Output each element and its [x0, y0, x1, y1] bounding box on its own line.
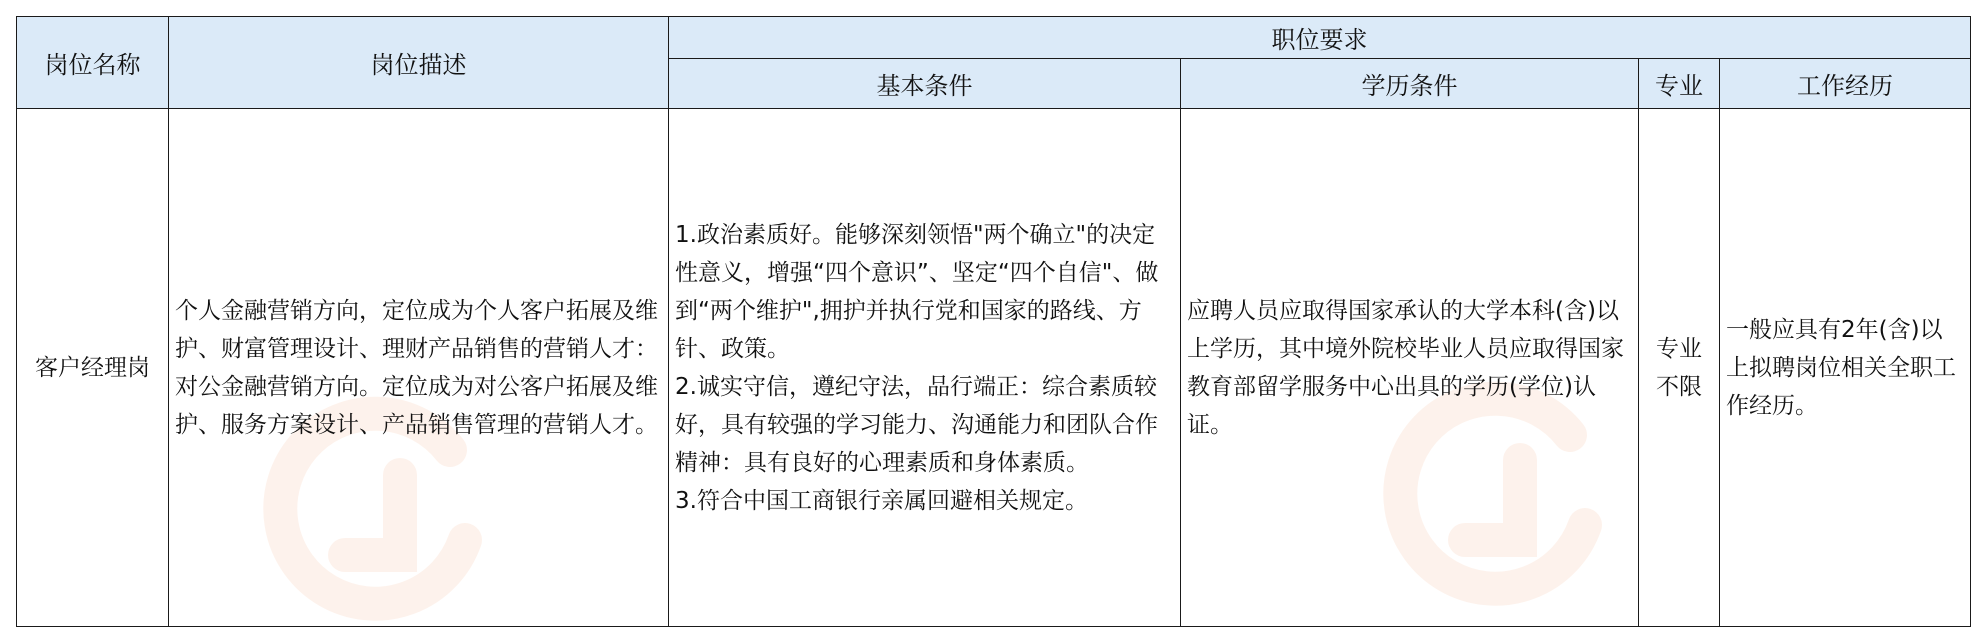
- basic-condition-2: 2.诚实守信，遵纪守法，品行端正：综合素质较好，具有较强的学习能力、沟通能力和团队合作精神：具有良好的心理素质和身体素质。: [675, 373, 1158, 476]
- cell-experience: 一般应具有2年(含)以上拟聘岗位相关全职工作经历。: [1720, 109, 1971, 627]
- table-row: [17, 109, 1971, 627]
- basic-condition-3: 3.符合中国工商银行亲属回避相关规定。: [675, 487, 1088, 514]
- header-position-name: 岗位名称: [17, 17, 169, 109]
- header-requirements: 职位要求: [669, 17, 1971, 59]
- header-education: 学历条件: [1181, 59, 1639, 109]
- basic-condition-1: 1.政治素质好。能够深刻领悟"两个确立"的决定性意义，增强“四个意识”、坚定“四个自信"、做到“两个维护",拥护并执行党和国家的路线、方针、政策。: [675, 221, 1159, 362]
- header-position-desc: 岗位描述: [169, 17, 669, 109]
- cell-major: 专业不限: [1639, 109, 1720, 627]
- cell-basic-conditions: [669, 109, 1181, 627]
- cell-position-name: 客户经理岗: [17, 109, 169, 627]
- header-experience: 工作经历: [1720, 59, 1971, 109]
- header-basic-conditions: 基本条件: [669, 59, 1181, 109]
- cell-education: 应聘人员应取得国家承认的大学本科(含)以上学历，其中境外院校毕业人员应取得国家教育部留学服务中心出具的学历(学位)认证。: [1181, 109, 1639, 627]
- header-row-1: [17, 17, 1971, 59]
- cell-position-desc: 个人金融营销方向，定位成为个人客户拓展及维护、财富管理设计、理财产品销售的营销人才：对公金融营销方向。定位成为对公客户拓展及维护、服务方案设计、产品销售管理的营销人才。: [169, 109, 669, 627]
- job-requirements-table: [16, 16, 1971, 627]
- header-major: 专业: [1639, 59, 1720, 109]
